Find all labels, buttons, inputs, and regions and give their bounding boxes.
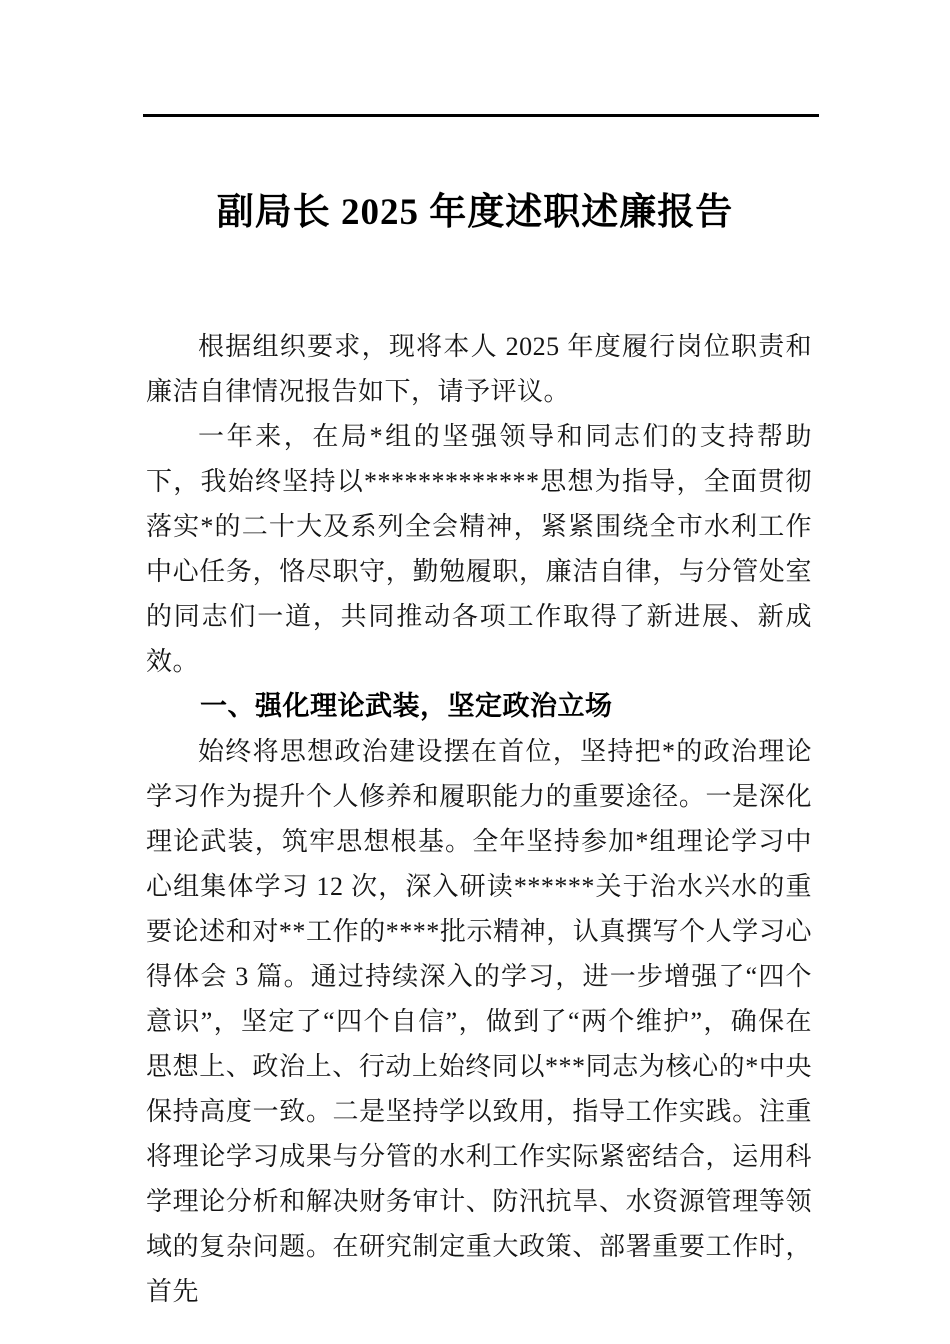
- header-divider: [143, 114, 819, 117]
- document-title: 副局长 2025 年度述职述廉报告: [216, 192, 734, 233]
- section-heading: 一、强化理论武装，坚定政治立场: [200, 691, 613, 721]
- paragraph: 一年来，在局*组的坚强领导和同志们的支持帮助下，我始终坚持以*************思想为指导，全面贯彻落实*的二十大及系列全会精神，紧紧围绕全市水利工作中心任务，恪尽职守，勤勉履职，廉洁自律，与分管处室的同志们一道，共同推动各项工作取得了新进展、新成效。: [146, 422, 812, 676]
- paragraph: 始终将思想政治建设摆在首位，坚持把*的政治理论学习作为提升个人修养和履职能力的重要途径。一是深化理论武装，筑牢思想根基。全年坚持参加*组理论学习中心组集体学习 12 次，深入研读******关于治水兴水的重要论述和对**工作的****批示精神，认真撰写个人学习心得体会 3 篇。通过持续深入的学习，进一步增强了“四个意识”，坚定了“四个自信”，做到了“两个维护”，确保在思想上、政治上、行动上始终同以***同志为核心的*中央保持高度一致。二是坚持学以致用，指导工作实践。注重将理论学习成果与分管的水利工作实际紧密结合，运用科学理论分析和解决财务审计、防汛抗旱、水资源管理等领域的复杂问题。在研究制定重大政策、部署重要工作时，首先: [146, 737, 812, 1306]
- document-body: [146, 324, 812, 1314]
- paragraph: 根据组织要求，现将本人 2025 年度履行岗位职责和廉洁自律情况报告如下，请予评议。: [146, 332, 812, 406]
